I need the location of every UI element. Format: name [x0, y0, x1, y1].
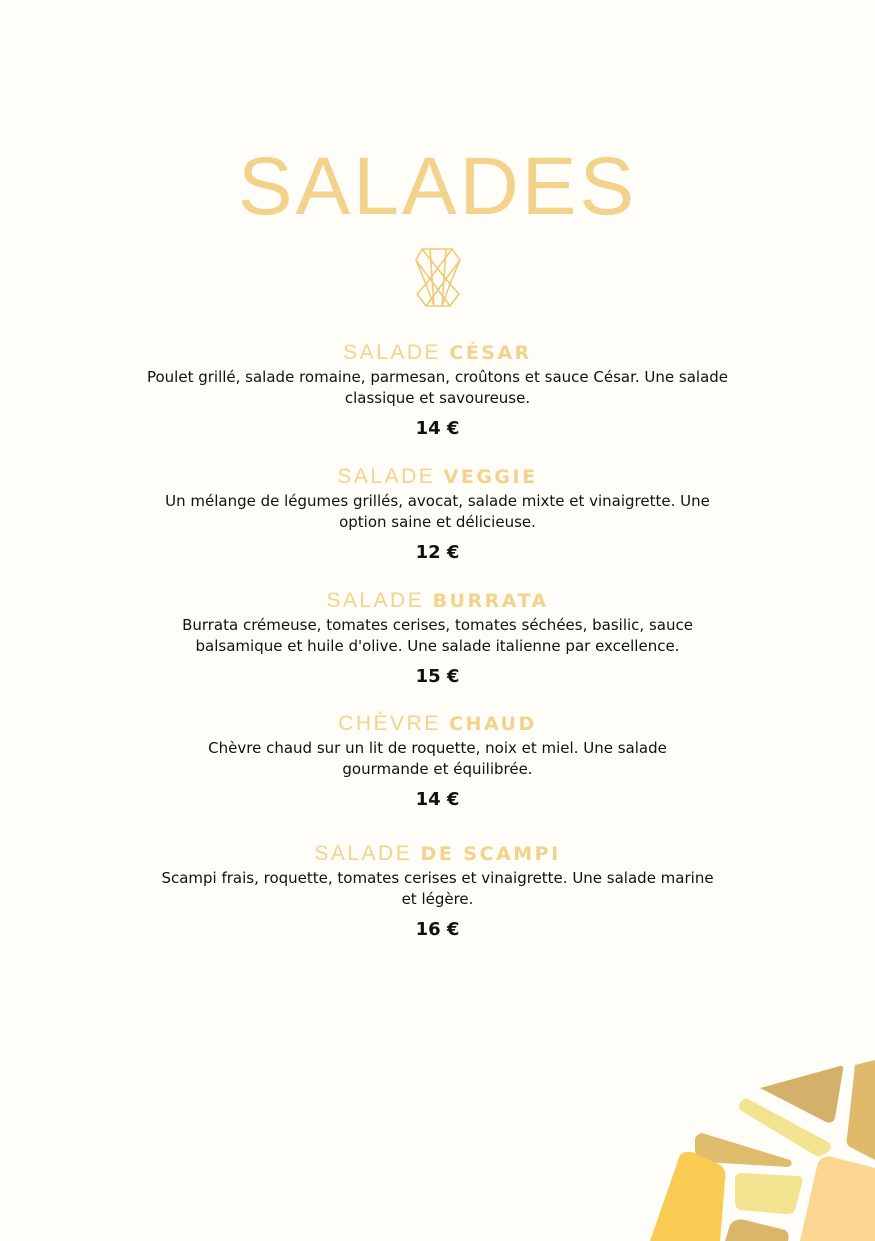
item-title	[0, 712, 875, 736]
item-description: Poulet grillé, salade romaine, parmesan, croûtons et sauce César. Une salade classique et savoureuse.	[146, 368, 729, 407]
menu-item-veggie	[0, 465, 875, 564]
item-description: Burrata crémeuse, tomates cerises, tomates séchées, basilic, sauce balsamique et huile d'olive. Une salade italienne par excellence.	[182, 616, 693, 655]
item-name: DE SCAMPI	[420, 843, 561, 865]
mosaic-decoration-icon	[640, 1050, 875, 1241]
item-title	[0, 465, 875, 489]
page-title: SALADES	[237, 141, 638, 232]
item-prefix: SALADE	[337, 465, 436, 488]
item-name: CHAUD	[449, 713, 537, 735]
item-description: Scampi frais, roquette, tomates cerises et vinaigrette. Une salade marine et légère.	[161, 869, 714, 908]
menu-item-scampi	[0, 842, 875, 941]
menu-item-cesar	[0, 341, 875, 440]
menu-item-burrata	[0, 589, 875, 688]
item-name: BURRATA	[432, 590, 549, 612]
item-name: VEGGIE	[443, 466, 538, 488]
item-title	[0, 589, 875, 613]
geometric-logo-icon	[412, 246, 464, 308]
item-description: Chèvre chaud sur un lit de roquette, noix et miel. Une salade gourmande et équilibrée.	[208, 739, 667, 778]
item-price: 16 €	[415, 919, 460, 940]
item-name: CÉSAR	[449, 342, 532, 364]
menu-item-chevre-chaud	[0, 712, 875, 811]
item-price: 14 €	[415, 418, 460, 439]
item-price: 12 €	[415, 542, 460, 563]
item-prefix: SALADE	[314, 842, 413, 865]
item-prefix: SALADE	[343, 341, 442, 364]
item-description: Un mélange de légumes grillés, avocat, salade mixte et vinaigrette. Une option saine et délicieuse.	[165, 492, 710, 531]
item-prefix: CHÈVRE	[338, 712, 441, 735]
item-title	[0, 842, 875, 866]
item-prefix: SALADE	[326, 589, 425, 612]
item-price: 14 €	[415, 789, 460, 810]
item-title	[0, 341, 875, 365]
item-price: 15 €	[415, 666, 460, 687]
